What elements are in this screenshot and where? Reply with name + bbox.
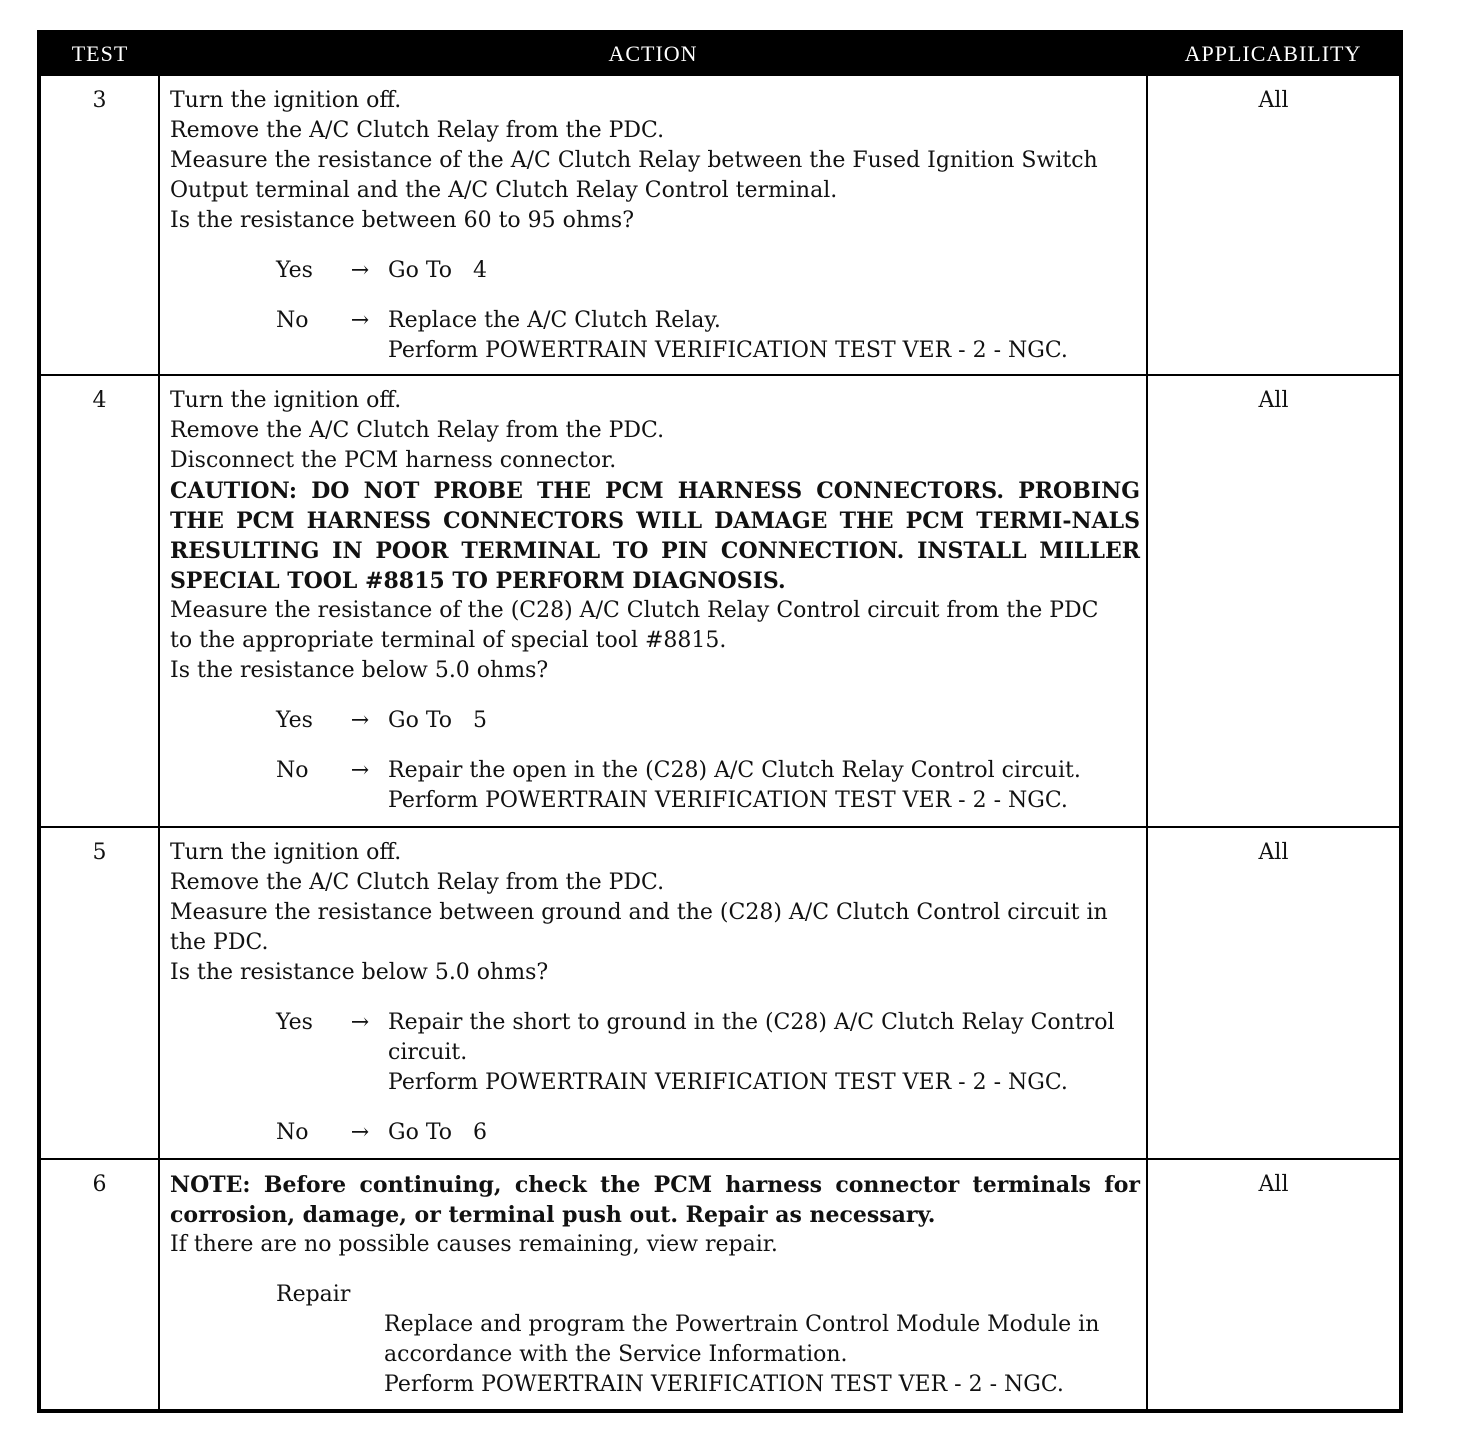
no-label: No — [276, 308, 309, 333]
repair-step: accordance with the Service Information. — [384, 1342, 848, 1367]
test-row-4 — [39, 375, 1401, 827]
header-test: TEST — [39, 32, 159, 75]
no-result: Replace the A/C Clutch Relay. — [388, 308, 721, 333]
action-step: If there are no possible causes remaining, view repair. — [170, 1232, 778, 1257]
repair-label: Repair — [276, 1282, 351, 1307]
yes-label: Yes — [276, 258, 313, 283]
yes-label: Yes — [276, 708, 313, 733]
yes-result: circuit. — [388, 1040, 468, 1065]
yes-branch — [170, 256, 1140, 286]
diagnostic-test-table — [37, 30, 1403, 1413]
action-step: Disconnect the PCM harness connector. — [170, 448, 617, 473]
no-branch — [170, 756, 1140, 816]
no-label: No — [276, 758, 309, 783]
no-result: Go To 6 — [388, 1120, 487, 1145]
repair-instructions — [170, 1310, 1140, 1400]
action-step: Output terminal and the A/C Clutch Relay Control terminal. — [170, 178, 838, 203]
applicability: All — [1147, 827, 1401, 1159]
action-step: Turn the ignition off. — [170, 388, 402, 413]
action-question: Is the resistance below 5.0 ohms? — [170, 658, 549, 683]
action-step: the PDC. — [170, 930, 269, 955]
yes-branch — [170, 1008, 1140, 1098]
arrow-right-icon: → — [350, 1010, 370, 1035]
test-number: 4 — [39, 375, 159, 827]
test-row-5 — [39, 827, 1401, 1159]
no-branch — [170, 1118, 1140, 1148]
no-branch — [170, 306, 1140, 366]
test-action — [159, 1159, 1147, 1411]
arrow-right-icon: → — [350, 1120, 370, 1145]
yes-label: Yes — [276, 1010, 313, 1035]
action-step: Turn the ignition off. — [170, 840, 402, 865]
action-step: Measure the resistance of the A/C Clutch Relay between the Fused Ignition Switch — [170, 148, 1098, 173]
applicability: All — [1147, 375, 1401, 827]
repair-step: Replace and program the Powertrain Control Module Module in — [384, 1312, 1100, 1337]
yes-result: Repair the short to ground in the (C28) A/C Clutch Relay Control — [388, 1010, 1115, 1035]
action-step: Turn the ignition off. — [170, 88, 402, 113]
action-step: Measure the resistance of the (C28) A/C Clutch Relay Control circuit from the PDC — [170, 598, 1099, 623]
test-number: 5 — [39, 827, 159, 1159]
yes-result: Go To 5 — [388, 708, 487, 733]
action-question: Is the resistance below 5.0 ohms? — [170, 960, 549, 985]
no-result: Perform POWERTRAIN VERIFICATION TEST VER - 2 - NGC. — [388, 788, 1068, 813]
no-result: Repair the open in the (C28) A/C Clutch Relay Control circuit. — [388, 758, 1081, 783]
action-step: to the appropriate terminal of special tool #8815. — [170, 628, 727, 653]
action-step: Measure the resistance between ground and the (C28) A/C Clutch Control circuit in — [170, 900, 1108, 925]
no-result: Perform POWERTRAIN VERIFICATION TEST VER - 2 - NGC. — [388, 338, 1068, 363]
test-number: 3 — [39, 75, 159, 375]
action-step: Remove the A/C Clutch Relay from the PDC. — [170, 870, 665, 895]
header-action: ACTION — [159, 32, 1147, 75]
applicability: All — [1147, 1159, 1401, 1411]
action-question: Is the resistance between 60 to 95 ohms? — [170, 208, 634, 233]
test-action — [159, 375, 1147, 827]
test-number: 6 — [39, 1159, 159, 1411]
test-action — [159, 75, 1147, 375]
test-row-6 — [39, 1159, 1401, 1411]
arrow-right-icon: → — [350, 758, 370, 783]
applicability: All — [1147, 75, 1401, 375]
no-label: No — [276, 1120, 309, 1145]
yes-result: Perform POWERTRAIN VERIFICATION TEST VER - 2 - NGC. — [388, 1070, 1068, 1095]
arrow-right-icon: → — [350, 258, 370, 283]
repair-step: Perform POWERTRAIN VERIFICATION TEST VER - 2 - NGC. — [384, 1372, 1064, 1397]
arrow-right-icon: → — [350, 308, 370, 333]
yes-result: Go To 4 — [388, 258, 487, 283]
caution-text: CAUTION: DO NOT PROBE THE PCM HARNESS CONNECTORS. PROBING THE PCM HARNESS CONNECTORS WILL DAMAGE THE PCM TERMI-NALS RESULTING IN POOR TERMINAL TO PIN CONNECTION. INSTALL MILLER SPECIAL TOOL #8815 TO PERFORM DIAGNOSIS. — [170, 478, 1140, 594]
action-step: Remove the A/C Clutch Relay from the PDC. — [170, 118, 665, 143]
header-applicability: APPLICABILITY — [1147, 32, 1401, 75]
test-action — [159, 827, 1147, 1159]
arrow-right-icon: → — [350, 708, 370, 733]
table-header-row — [39, 32, 1401, 75]
action-step: Remove the A/C Clutch Relay from the PDC. — [170, 418, 665, 443]
note-text: NOTE: Before continuing, check the PCM harness connector terminals for corrosion, damage, or terminal push out. Repair as necessary. — [170, 1172, 1140, 1228]
yes-branch — [170, 706, 1140, 736]
test-row-3 — [39, 75, 1401, 375]
